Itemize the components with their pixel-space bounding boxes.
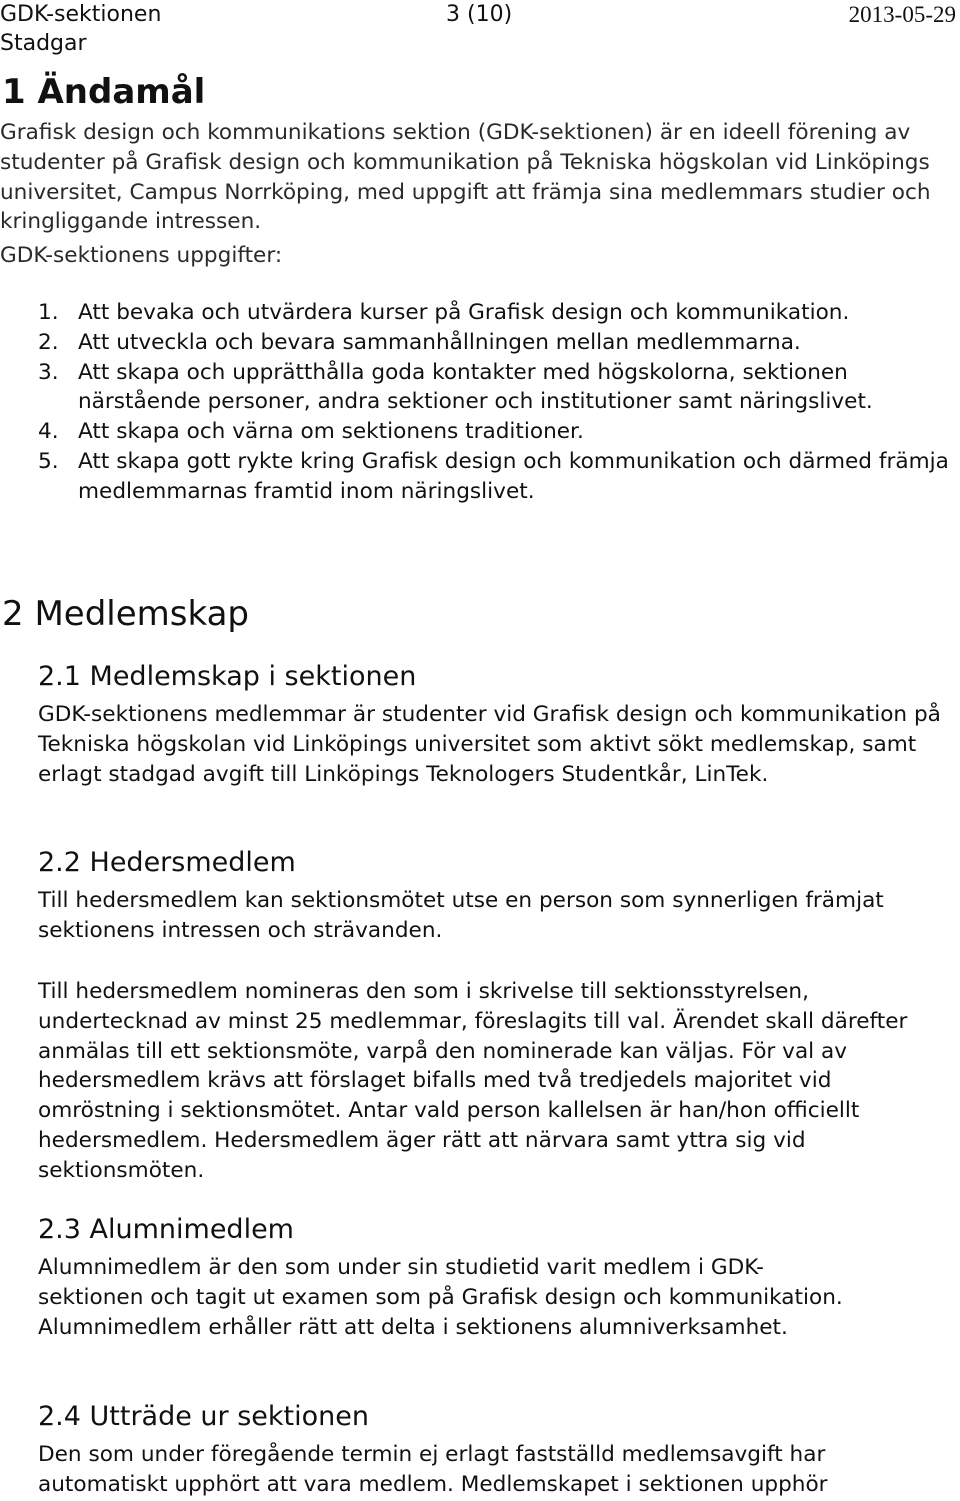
list-item-number: 5. bbox=[38, 448, 59, 474]
section-2-1-heading: 2.1 Medlemskap i sektionen bbox=[38, 661, 417, 692]
list-item-number: 4. bbox=[38, 419, 59, 445]
header-page-number: 3 (10) bbox=[446, 2, 513, 27]
section-1-intro: Grafisk design och kommunikations sektion (GDK-sektionen) är en ideell förening av studenter på Grafisk design och kommunikation på Tekniska högskolan vid Linköpings universitet, Campus Norrköping, med uppgift att främja sina medlemmars studier och kringliggande intressen. bbox=[0, 120, 931, 235]
section-2-2-heading: 2.2 Hedersmedlem bbox=[38, 847, 296, 878]
section-2-2-text-1: Till hedersmedlem kan sektionsmötet utse en person som synnerligen främjat sektionens intressen och strävanden. bbox=[38, 888, 884, 943]
list-item-text: Att skapa gott rykte kring Grafisk design och kommunikation och därmed främja medlemmarnas framtid inom näringslivet. bbox=[78, 448, 949, 504]
section-1-heading: 1 Ändamål bbox=[2, 72, 206, 112]
section-2-3-line-2: sektionen och tagit ut examen som på Grafisk design och kommunikation. Alumnimedlem erhåller rätt att delta i sektionens alumniverksamhet. bbox=[38, 1284, 843, 1340]
list-item bbox=[38, 358, 960, 418]
section-2-3-line-1: Alumnimedlem är den som under sin studietid varit medlem i GDK- bbox=[38, 1255, 764, 1280]
list-item-number: 2. bbox=[38, 329, 59, 355]
list-item-number: 3. bbox=[38, 359, 59, 385]
list-item bbox=[38, 417, 960, 447]
section-2-4-heading: 2.4 Utträde ur sektionen bbox=[38, 1401, 369, 1432]
list-item-number: 1. bbox=[38, 300, 59, 325]
section-2-3-heading: 2.3 Alumnimedlem bbox=[38, 1214, 294, 1245]
header-doc-name: GDK-sektionen bbox=[0, 2, 162, 27]
tasks-label: GDK-sektionens uppgifter: bbox=[0, 243, 283, 268]
section-2-heading: 2 Medlemskap bbox=[2, 594, 249, 634]
list-item-text: Att skapa och upprätthålla goda kontakter med högskolorna, sektionen närstående personer, andra sektioner och institutioner samt näringslivet. bbox=[78, 359, 873, 415]
list-item-text: Att utveckla och bevara sammanhållningen mellan medlemmarna. bbox=[78, 329, 801, 355]
section-2-3-text bbox=[38, 1253, 953, 1342]
section-2-2-text-2: Till hedersmedlem nomineras den som i skrivelse till sektionsstyrelsen, undertecknad av minst 25 medlemmar, föreslagits till val. Ärendet skall därefter anmälas till ett sektionsmöte, varpå den nominerade kan väljas. För val av hedersmedlem krävs att förslaget bifalls med två tredjedels majoritet vid omröstning i sektionsmötet. Antar vald person kallelsen är han/hon officiellt hedersmedlem. Hedersmedlem äger rätt att närvara samt yttra sig vid sektionsmöten. bbox=[38, 979, 908, 1183]
section-2-1-text: GDK-sektionens medlemmar är studenter vid Grafisk design och kommunikation på Tekniska högskolan vid Linköpings universitet som aktivt sökt medlemskap, samt erlagt stadgad avgift till Linköpings Teknologers Studentkår, LinTek. bbox=[38, 702, 941, 787]
list-item-text: Att bevaka och utvärdera kurser på Grafisk design och kommunikation. bbox=[78, 300, 850, 325]
list-item-text: Att skapa och värna om sektionens traditioner. bbox=[78, 419, 584, 445]
list-item bbox=[38, 298, 960, 328]
section-2-4-text: Den som under föregående termin ej erlagt fastställd medlemsavgift har automatiskt upphört att vara medlem. Medlemskapet i sektionen upphör bbox=[38, 1442, 828, 1497]
list-item bbox=[38, 447, 960, 507]
header-subtitle: Stadgar bbox=[0, 31, 87, 56]
tasks-list bbox=[38, 298, 960, 507]
list-item bbox=[38, 328, 960, 358]
header-date: 2013-05-29 bbox=[848, 2, 956, 27]
